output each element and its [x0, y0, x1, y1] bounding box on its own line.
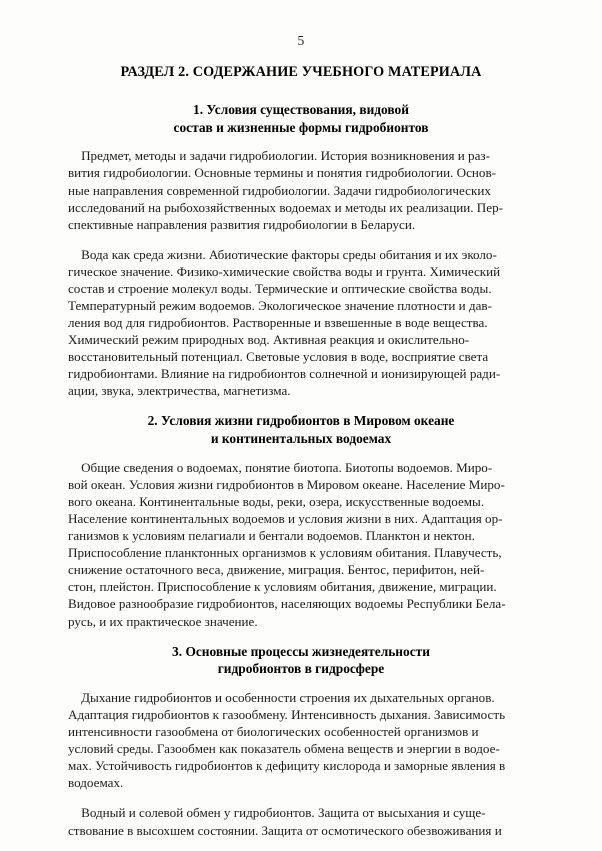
- paragraph-text: [68, 689, 534, 791]
- text-line: ствование в высохшем состоянии. Защита от осмотического обезвоживания и: [68, 822, 502, 838]
- topic-heading-2: [68, 412, 534, 447]
- paragraph-text: [68, 804, 534, 838]
- topic-heading-1-line-1: 1. Условия существования, видовой: [193, 102, 409, 118]
- text-line: ления вод для гидробионтов. Растворенные и взвешенные в воде вещества.: [68, 315, 488, 331]
- paragraph-text: [68, 459, 534, 630]
- text-line: мах. Устойчивость гидробионтов к дефициту кислорода и заморные явления в: [68, 758, 506, 774]
- topic-section-1: [68, 101, 534, 399]
- text-line: спективные направления развития гидробиологии в Беларуси.: [68, 216, 416, 232]
- text-line: вития гидробиологии. Основные термины и понятия гидробиологии. Основ-: [68, 165, 496, 181]
- text-line: Дыхание гидробионтов и особенности строения их дыхательных органов.: [68, 690, 495, 706]
- text-line: ганизмов к условиям пелагиали и бентали водоемов. Планктон и нектон.: [68, 528, 475, 544]
- text-line: Видовое разнообразие гидробионтов, населяющих водоемы Республики Бела-: [68, 596, 506, 612]
- paragraph-2-1: [68, 459, 534, 630]
- paragraph-text: [68, 246, 534, 400]
- text-line: водоемах.: [68, 775, 124, 791]
- text-line: Общие сведения о водоемах, понятие биотопа. Биотопы водоемов. Миро-: [68, 459, 493, 475]
- paragraph-1-1: [68, 147, 534, 232]
- text-line: Химический режим природных вод. Активная реакция и окислительно-: [68, 332, 470, 348]
- topic-section-2: [68, 412, 534, 629]
- text-line: Адаптация гидробионтов к газообмену. Интенсивность дыхания. Зависимость: [68, 707, 506, 723]
- text-line: Температурный режим водоемов. Экологическое значение плотности и дав-: [68, 298, 492, 314]
- topic-heading-2-line-2: и континентальных водоемах: [210, 431, 392, 447]
- text-line: восстановительный потенциал. Световые условия в воде, восприятие света: [68, 349, 489, 365]
- page-number: 5: [297, 33, 305, 48]
- topic-heading-1: [68, 101, 534, 136]
- text-line: ные направления современной гидробиологии. Задачи гидробиологических: [68, 182, 491, 198]
- text-line: ации, звука, электричества, магнетизма.: [68, 383, 291, 399]
- text-line: интенсивности газообмена от биологических особенностей организмов и: [68, 724, 479, 740]
- topic-heading-3: [68, 643, 534, 678]
- text-line: Приспособление планктонных организмов к условиям обитания. Плавучесть,: [68, 545, 502, 561]
- text-line: гическое значение. Физико-химические свойства воды и грунта. Химический: [68, 263, 501, 279]
- topic-heading-1-line-2: состав и жизненные формы гидробионтов: [173, 119, 429, 135]
- text-line: снижение остаточного веса, движение, миграция. Бентос, перифитон, ней-: [68, 562, 485, 578]
- paragraph-3-2: [68, 804, 534, 838]
- text-line: исследований на рыбохозяйственных водоемах и методы их реализации. Пер-: [68, 199, 503, 215]
- text-line: гидробионтами. Влияние на гидробионтов солнечной и ионизирующей ради-: [68, 366, 501, 382]
- paragraph-text: [68, 147, 534, 232]
- text-line: Вода как среда жизни. Абиотические факторы среды обитания и их эколо-: [68, 246, 497, 262]
- topic-heading-3-line-1: 3. Основные процессы жизнедеятельности: [172, 643, 430, 659]
- text-line: Водный и солевой обмен у гидробионтов. Защита от высыхания и суще-: [68, 805, 486, 821]
- topic-section-3: [68, 643, 534, 839]
- text-line: русь, и их практическое значение.: [68, 613, 258, 629]
- text-line: состав и строение молекул воды. Термические и оптические свойства воды.: [68, 280, 492, 296]
- text-line: вого океана. Континентальные воды, реки, озера, искусственные водоемы.: [68, 494, 485, 510]
- paragraph-3-1: [68, 689, 534, 791]
- text-line: Предмет, методы и задачи гидробиологии. История возникновения и раз-: [68, 148, 490, 164]
- text-line: вой океан. Условия жизни гидробионтов в Мировом океане. Население Миро-: [68, 476, 505, 492]
- topic-heading-3-line-2: гидробионтов в гидросфере: [217, 661, 385, 677]
- paragraph-1-2: [68, 246, 534, 400]
- topic-heading-2-line-1: 2. Условия жизни гидробионтов в Мировом океане: [147, 413, 455, 429]
- text-line: Население континентальных водоемов и условия жизни в них. Адаптация ор-: [68, 511, 503, 527]
- page-title: РАЗДЕЛ 2. СОДЕРЖАНИЕ УЧЕБНОГО МАТЕРИАЛА: [120, 63, 482, 80]
- text-line: стон, плейстон. Приспособление к условиям обитания, движение, миграции.: [68, 579, 497, 595]
- text-line: условий среды. Газообмен как показатель обмена веществ и энергии в водое-: [68, 741, 500, 757]
